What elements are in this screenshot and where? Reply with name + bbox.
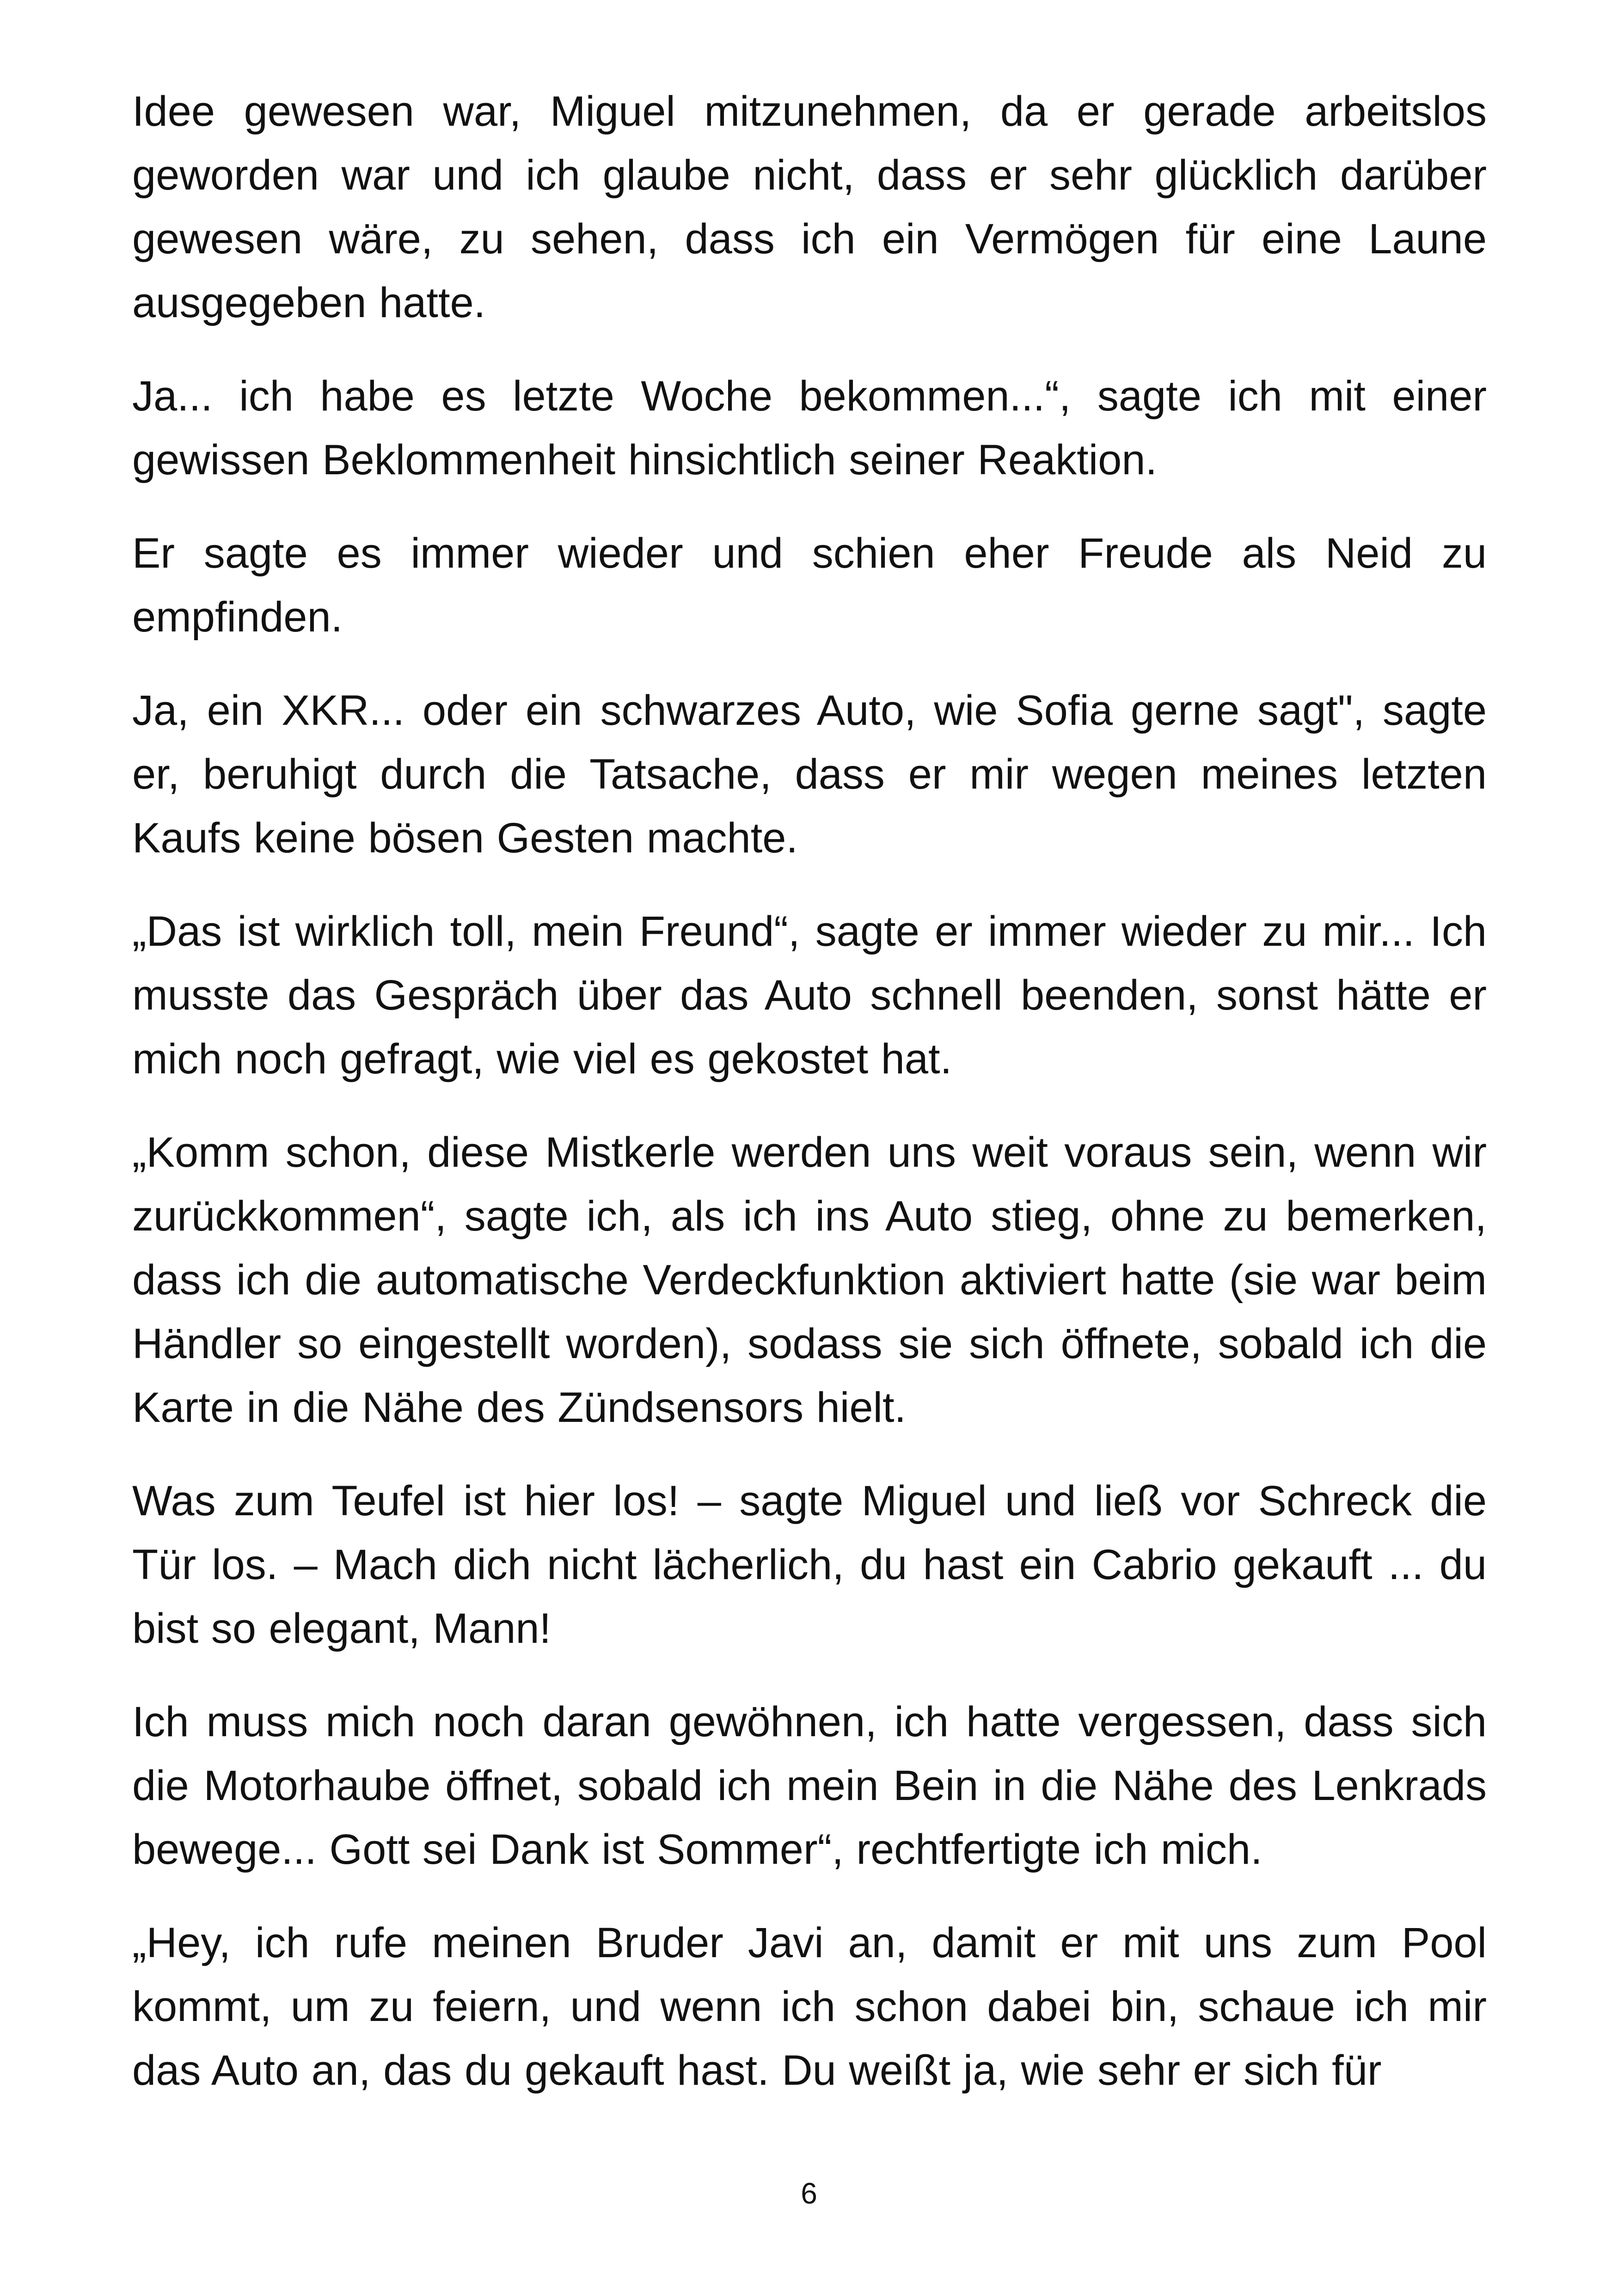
paragraph: „Komm schon, diese Mistkerle werden uns weit voraus sein, wenn wir zurückkommen“, sagte ich, als ich ins Auto stieg, ohne zu bemerken, dass ich die automatische Verdeckfunktion aktiviert hatte (sie war beim Händler so eingestellt worden), sodass sie sich öffnete, sobald ich die Karte in die Nähe des Zündsensors hielt. bbox=[132, 1129, 1487, 1431]
paragraph: Was zum Teufel ist hier los! – sagte Miguel und ließ vor Schreck die Tür los. – Mach dich nicht lächerlich, du hast ein Cabrio gekauft ... du bist so elegant, Mann! bbox=[132, 1477, 1487, 1652]
paragraph: Ja... ich habe es letzte Woche bekommen...“, sagte ich mit einer gewissen Beklommenheit hinsichtlich seiner Reaktion. bbox=[132, 373, 1487, 484]
body-text bbox=[132, 80, 1487, 2132]
paragraph: Ja, ein XKR... oder ein schwarzes Auto, wie Sofia gerne sagt", sagte er, beruhigt durch die Tatsache, dass er mir wegen meines letzten Kaufs keine bösen Gesten machte. bbox=[132, 687, 1487, 862]
paragraph: „Hey, ich rufe meinen Bruder Javi an, damit er mit uns zum Pool kommt, um zu feiern, und wenn ich schon dabei bin, schaue ich mir das Auto an, das du gekauft hast. Du weißt ja, wie sehr er sich für bbox=[132, 1919, 1487, 2094]
paragraph: Ich muss mich noch daran gewöhnen, ich hatte vergessen, dass sich die Motorhaube öffnet, sobald ich mein Bein in die Nähe des Lenkrads bewege... Gott sei Dank ist Sommer“, rechtfertigte ich mich. bbox=[132, 1698, 1487, 1873]
paragraph: Er sagte es immer wieder und schien eher Freude als Neid zu empfinden. bbox=[132, 530, 1487, 641]
page-number: 6 bbox=[801, 2177, 817, 2210]
paragraph: „Das ist wirklich toll, mein Freund“, sagte er immer wieder zu mir... Ich musste das Gespräch über das Auto schnell beenden, sonst hätte er mich noch gefragt, wie viel es gekostet hat. bbox=[132, 908, 1487, 1083]
paragraph: Idee gewesen war, Miguel mitzunehmen, da er gerade arbeitslos geworden war und ich glaube nicht, dass er sehr glücklich darüber gewesen wäre, zu sehen, dass ich ein Vermögen für eine Laune ausgegeben hatte. bbox=[132, 88, 1487, 326]
